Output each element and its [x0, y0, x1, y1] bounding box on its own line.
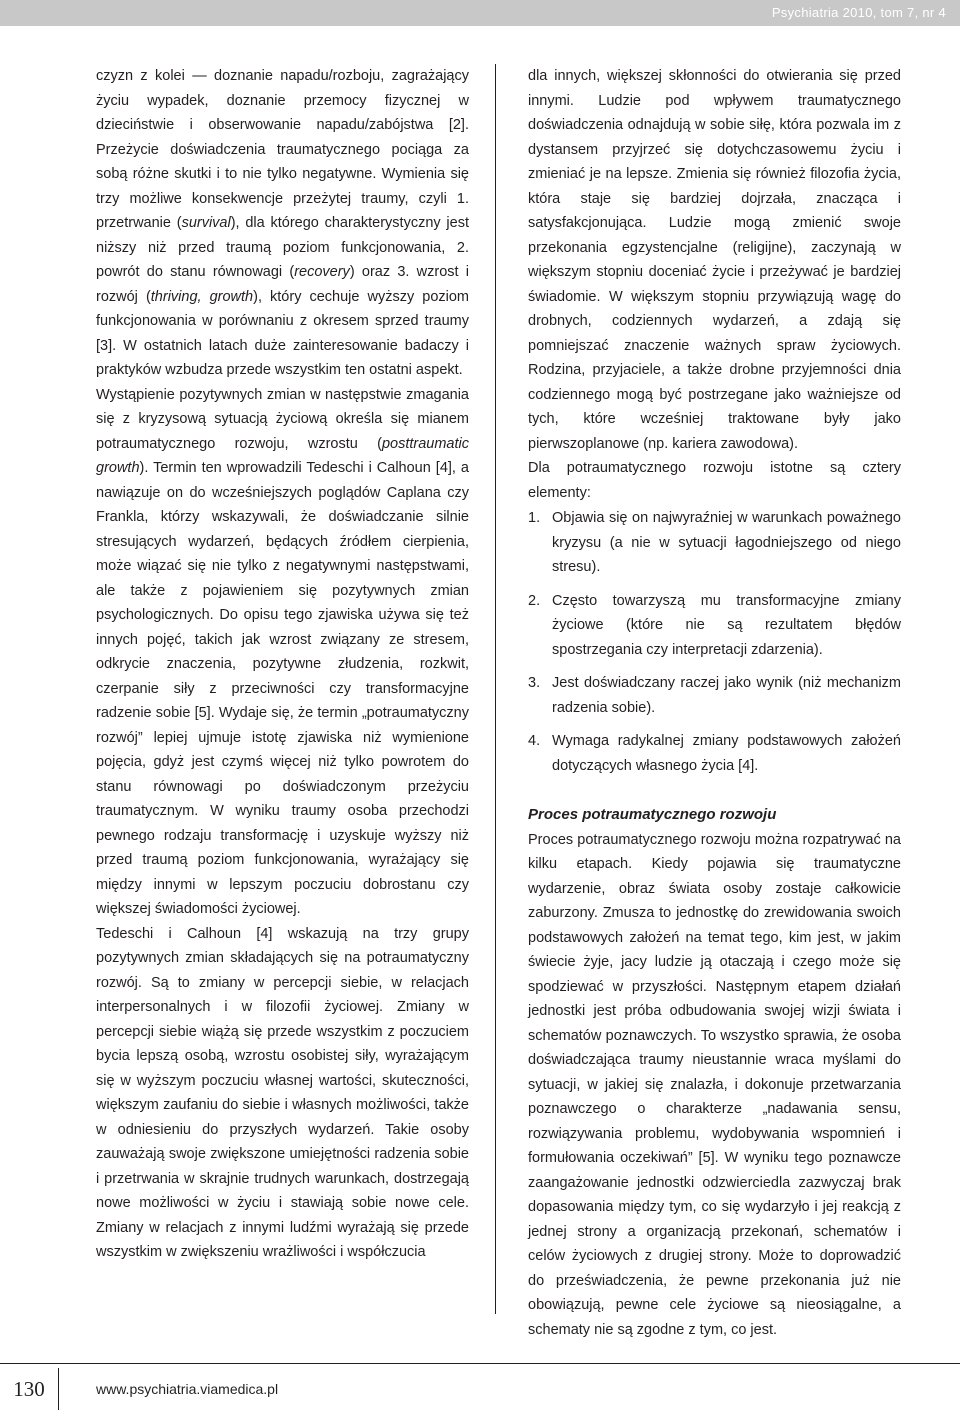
section-heading: Proces potraumatycznego rozwoju — [528, 806, 777, 823]
list-item: 1. Objawia się on najwyraźniej w warunkach poważnego kryzysu (a nie w sytuacji łagodniejszego od niego stresu). — [528, 510, 901, 575]
journal-header-bar — [0, 0, 960, 26]
footer-rule — [0, 1363, 960, 1364]
list-item: 2. Często towarzyszą mu transformacyjne zmiany życiowe (które nie są rezultatem błędów spostrzegania czy interpretacji zdarzenia). — [528, 592, 901, 658]
elements-list — [528, 506, 901, 778]
journal-url-link[interactable]: www.psychiatria.viamedica.pl — [96, 1381, 279, 1397]
list-item: 4. Wymaga radykalnej zmiany podstawowych założeń dotyczących własnego życia [4]. — [528, 733, 901, 774]
paragraph-elements-intro: Dla potraumatycznego rozwoju istotne są cztery elementy: — [528, 460, 901, 501]
right-column — [528, 64, 901, 1342]
list-item: 3. Jest doświadczany raczej jako wynik (niż mechanizm radzenia sobie). — [528, 675, 901, 716]
paragraph-posttraumatic-growth: Wystąpienie pozytywnych zmian w następstwie zmagania się z kryzysową sytuacją życiową określa się mianem potraumatycznego rozwoju, wzrostu (posttraumatic growth). Termin ten wprowadzili Tedeschi i Calhoun [4], a nawiązuje on do wcześniejszych poglądów Caplana czy Frankla, którzy wskazywali, że doświadczanie silnie stresujących wydarzeń, będących źródłem cierpienia, może wiązać się nie tylko z negatywnymi następstwami, ale także z pojawieniem się pozytywnych zmian psychologicznych. Do opisu tego zjawiska używa się też innych pojęć, takich jak wzrost związany ze stresem, odkrycie znaczenia, pozytywne złudzenia, rozkwit, czerpanie siły z przeciwności czy transformacyjne radzenie sobie [5]. Wydaje się, że termin „potraumatyczny rozwój” lepiej ujmuje istotę zjawiska niż wymienione pojęcia, gdyż jest czymś więcej niż tylko powrotem do stanu równowagi po doświadczonym przeżyciu traumatycznym. W wyniku traumy osoba przechodzi pewnego rodzaju transformację i uzyskuje wyższy niż przed traumą poziom funkcjonowania, wyrażający się między innymi w lepszym poczuciu dobrostanu czy większej świadomości życiowej. — [96, 386, 469, 917]
left-column — [96, 64, 469, 1265]
paragraph-relations: dla innych, większej skłonności do otwierania się przed innymi. Ludzie pod wpływem traumatycznego doświadczenia odnajdują w sobie siłę, która pozwala im z dystansem przyjrzeć się dotychczasowemu życiu i zmieniać je na lepsze. Zmienia się również filozofia życia, która staje się bardziej dojrzała, znacząca i satysfakcjonująca. Ludzie mogą zmienić swoje przekonania egzystencjalne (religijne), zaczynają w większym stopniu doceniać życie i przeżywać je bardziej świadomie. W większym stopniu przywiązują wagę do drobnych, codziennych wydarzeń, a zdają się pomniejszać znaczenie ważnych spraw życiowych. Rodzina, przyjaciele, a także drobne przyjemności dnia codziennego mogą być postrzegane jako ważniejsze od tych, które wcześniej traktowane były jako pierwszoplanowe (np. kariera zawodowa). — [528, 68, 901, 452]
paragraph-process: Proces potraumatycznego rozwoju można rozpatrywać na kilku etapach. Kiedy pojawia się traumatyczne wydarzenie, obraz świata osoby zostaje całkowicie zaburzony. Zmusza to jednostkę do zrewidowania swoich podstawowych założeń na temat tego, kim jest, w jakim świecie żyje, jacy ludzie ją otaczają i czego może się spodziewać w przyszłości. Następnym etapem działań jednostki jest próba odbudowania swojej wizji świata i schematów poznawczych. To wszystko sprawia, że osoba doświadczająca traumy nieustannie wraca myślami do sytuacji, w jakiej się znalazła, i dokonuje przetwarzania poznawczego o charakterze „nadawania sensu, rozwiązywania problemu, wydobywania wspomnień i formułowania oczekiwań” [5]. W wyniku tego poznawcze zaangażowanie jednostki odzwierciedla zazwyczaj brak dopasowania między tym, co się wydarzyło i jej reakcją z jednej strony a organizacją przekonań, schematów i celów życiowych z drugiej strony. Może to doprowadzić do przeświadczenia, że pewne przekonania już nie obowiązują, pewne cele życiowe są nieosiągalne, a schematy nie są zgodne z tym, co jest. — [528, 831, 901, 1338]
paragraph-consequences: czyzn z kolei — doznanie napadu/rozboju, zagrażający życiu wypadek, doznanie przemocy fizycznej w dzieciństwie i obserwowanie napadu/zabójstwa [2]. Przeżycie doświadczenia traumatycznego pociąga za sobą różne skutki i to nie tylko negatywne. Wymienia się trzy możliwe konsekwencje przeżytej traumy, czyli 1. przetrwanie (survival), dla którego charakterystyczny jest niższy niż przed traumą poziom funkcjonowania, 2. powrót do stanu równowagi (recovery) oraz 3. wzrost i rozwój (thriving, growth), który cechuje wyższy poziom funkcjonowania w porównaniu z okresem sprzed traumy [3]. W ostatnich latach duże zainteresowanie badaczy i praktyków wzbudza przede wszystkim ten ostatni aspekt. — [96, 68, 470, 378]
column-divider — [495, 64, 496, 1314]
paragraph-three-groups: Tedeschi i Calhoun [4] wskazują na trzy grupy pozytywnych zmian składających się na potraumatyczny rozwój. Są to zmiany w percepcji siebie, w relacjach interpersonalnych i w filozofii życiowej. Zmiany w percepcji siebie wiążą się przede wszystkim z poczuciem bycia lepszą osobą, wzrostu osobistej siły, wyrażającym się w wyższym poczuciu własnej wartości, skuteczności, większym zaufaniu do siebie i własnych możliwości, także w odniesieniu do przyszłych wydarzeń. Takie osoby zauważają swoje zwiększone umiejętności radzenia sobie i przetrwania w skrajnie trudnych warunkach, dostrzegają nowe możliwości w życiu i stawiają sobie nowe cele. Zmiany w relacjach z innymi ludźmi wyrażają się przede wszystkim w zwiększeniu wrażliwości i współczucia — [96, 925, 469, 1260]
journal-citation: Psychiatria 2010, tom 7, nr 4 — [771, 5, 946, 20]
page-number: 130 — [0, 1368, 59, 1410]
